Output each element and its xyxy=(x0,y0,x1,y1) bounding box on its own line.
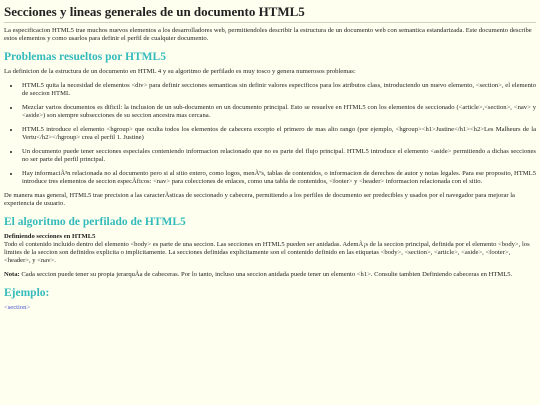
list-item: • Hay informaciÃ³n relacionada no al documento pero si al sitio entero, como logos, menÃºs, tablas de contenidos, o informacion de derechos de autor y notas legales. Para ese proposito, HTML5 introduce tres elementos de seccion especÃficos: <nav> para colecciones de enlaces, como una tabla de contenidos, <footer> y <header> informacion relacionada con el sitio. xyxy=(20,170,536,186)
problems-intro: La definicion de la estructura de un documento en HTML 4 y su algoritmo de perfilado es muy tosco y genera numerosos problemas: xyxy=(4,68,356,75)
note-paragraph xyxy=(4,271,536,279)
list-item: • Un documento puede tener secciones especiales conteniendo informacion relacionado que no es parte del flujo principal. HTML5 introduce el elemento <aside> permitiendo a dichas secciones no ser parte del perfil principal. xyxy=(20,148,536,164)
page-title: Secciones y lineas generales de un documento HTML5 xyxy=(4,3,536,23)
subsection-title: Definiendo secciones en HTML5 xyxy=(4,233,96,240)
section-heading-example: Ejemplo: xyxy=(4,287,50,299)
list-item: • HTML5 quita la necesidad de elementos <div> para definir secciones semanticas sin definir valores especificos para los atributos class, introduciendo un nuevo elemento, <section>, el elemento de seccion HTML xyxy=(20,82,536,98)
example-code-line: <section> xyxy=(4,304,31,311)
note-text: Cada seccion puede tener su propia jerarquÃa de cabeceras. Por lo tanto, incluso una seccion anidada puede tener un elemento <h1>. Consulte tambien Definiendo cabeceras en HTML5. xyxy=(19,271,513,278)
list-item: • Mezclar varios documentos es dificil: la inclusion de un sub-documento en un documento principal. Esto se resuelve en HTML5 con los elementos de seccionado (<article>,<section>, <nav> y <aside>) son siempre subsecciones de su seccion ancestra mas cercana. xyxy=(20,104,536,120)
section-heading-algorithm: El algoritmo de perfilado de HTML5 xyxy=(4,216,186,228)
algorithm-body: Todo el contenido incluido dentro del elemento <body> es parte de una seccion. Las secciones en HTML5 pueden ser anidadas. AdemÃ¡s de la seccion principal, definida por el elemento <body>, los limites de la seccion son definidos explicita o implicitamente. La secciones definidas explicitamente son el contenido definido en las etiquetas <body>, <section>, <article>, <aside>, <footer>, <header>, y <nav>. xyxy=(4,241,530,264)
algorithm-paragraph xyxy=(4,233,536,265)
note-label: Nota: xyxy=(4,271,20,278)
problems-list xyxy=(4,82,536,186)
intro-paragraph: La especificacion HTML5 trae muchos nuevos elementos a los desarrolladores web, permitiendoles describir la estructura de un documento web con semantica estandarizada. Este documento describe estos elementos y como usarlos para definir el perfil de cualquier documento. xyxy=(4,27,532,42)
problems-summary: De manera mas general, HTML5 trae precision a las caracterÃsticas de seccionado y cabecera, permitiendo a los perfiles de documento ser predecibles y usados por el navegador para mejorar la experiencia de usuario. xyxy=(4,192,515,207)
list-item: • HTML5 introduce el elemento <hgroup> que oculta todos los elementos de cabecera excepto el primero de mas alto rango (por ejemplo, <hgroup><h1>Justine</h1><h2>Les Malheurs de la Vertu</h2></hgroup> crea el perfil 1. Justine) xyxy=(20,126,536,142)
section-heading-problems: Problemas resueltos por HTML5 xyxy=(4,51,166,63)
